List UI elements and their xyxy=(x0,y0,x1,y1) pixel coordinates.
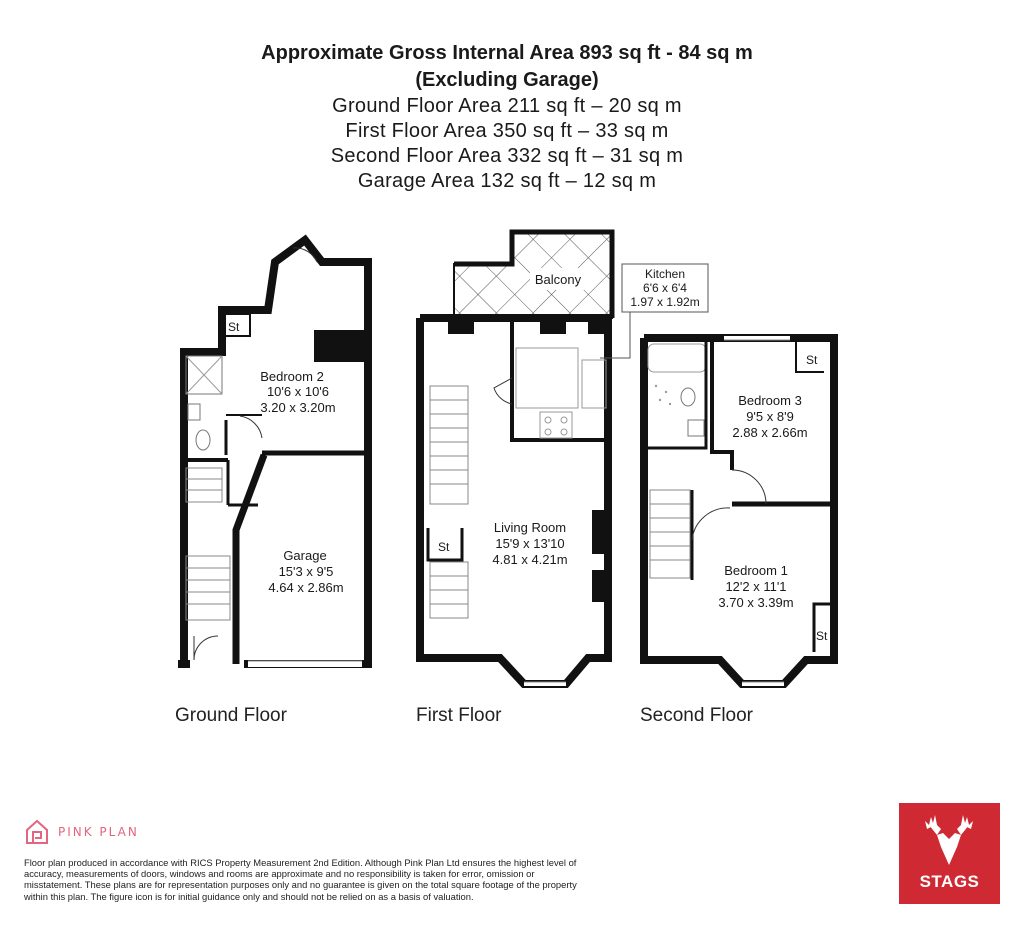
garage-name: Garage xyxy=(283,548,327,563)
first-floor-label: First Floor xyxy=(416,705,502,726)
first-store-label: St xyxy=(438,540,450,554)
kitchen-metric: 1.97 x 1.92m xyxy=(630,295,700,309)
kitchen-name: Kitchen xyxy=(644,267,686,281)
stag-head-icon xyxy=(899,803,1000,873)
pink-plan-brand: PINK PLAN xyxy=(58,825,139,839)
disclaimer-text: Floor plan produced in accordance with RICS Property Measurement 2nd Edition. Although Pink Plan Ltd ensures the highest level of accuracy, measurements of doors, windows and rooms are approximate and no responsibility is taken for error, omission or misstatement. These plans are for representation purposes only and no guarantee is given on the total square footage of the property within this plan. The figure icon is for initial guidance only and should not be relied on as a basis of valuation. xyxy=(24,857,577,902)
balcony-name: Balcony xyxy=(534,272,582,287)
house-icon xyxy=(24,818,50,846)
second-store-label-bottom: St xyxy=(816,629,828,643)
garage-imperial: 15'3 x 9'5 xyxy=(278,564,334,579)
bedroom2-name: Bedroom 2 xyxy=(260,369,324,384)
bedroom3-name: Bedroom 3 xyxy=(738,393,802,408)
kitchen-imperial: 6'6 x 6'4 xyxy=(643,281,687,295)
living-imperial: 15'9 x 13'10 xyxy=(495,536,565,551)
second-floor-label: Second Floor xyxy=(640,705,754,726)
ground-floor-label: Ground Floor xyxy=(175,705,287,726)
living-name: Living Room xyxy=(493,520,567,535)
stags-logo xyxy=(899,803,1000,904)
bedroom3-metric: 2.88 x 2.66m xyxy=(732,425,808,440)
bedroom2-imperial: 10'6 x 10'6 xyxy=(266,384,330,399)
garage-metric: 4.64 x 2.86m xyxy=(268,580,344,595)
first-floor-plan xyxy=(420,232,708,684)
bedroom1-metric: 3.70 x 3.39m xyxy=(718,595,794,610)
ground-floor-plan xyxy=(178,240,368,664)
bedroom1-imperial: 12'2 x 11'1 xyxy=(725,579,787,594)
second-floor-area: Second Floor Area 332 sq ft – 31 sq m xyxy=(330,145,684,167)
garage-area: Garage Area 132 sq ft – 12 sq m xyxy=(357,170,657,192)
second-floor-plan xyxy=(644,338,834,684)
second-store-label-top: St xyxy=(806,353,818,367)
bedroom3-imperial: 9'5 x 8'9 xyxy=(746,409,794,424)
excluding-note: (Excluding Garage) xyxy=(415,69,599,91)
ground-store-label: St xyxy=(228,320,240,334)
bedroom1-name: Bedroom 1 xyxy=(724,563,788,578)
living-metric: 4.81 x 4.21m xyxy=(492,552,568,567)
stags-wordmark: STAGS xyxy=(919,872,980,891)
ground-floor-area: Ground Floor Area 211 sq ft – 20 sq m xyxy=(332,95,682,117)
first-floor-area: First Floor Area 350 sq ft – 33 sq m xyxy=(345,120,669,142)
gross-area-title: Approximate Gross Internal Area 893 sq ft - 84 sq m xyxy=(261,42,753,64)
bedroom2-metric: 3.20 x 3.20m xyxy=(260,400,336,415)
pink-plan-logo xyxy=(24,818,139,846)
